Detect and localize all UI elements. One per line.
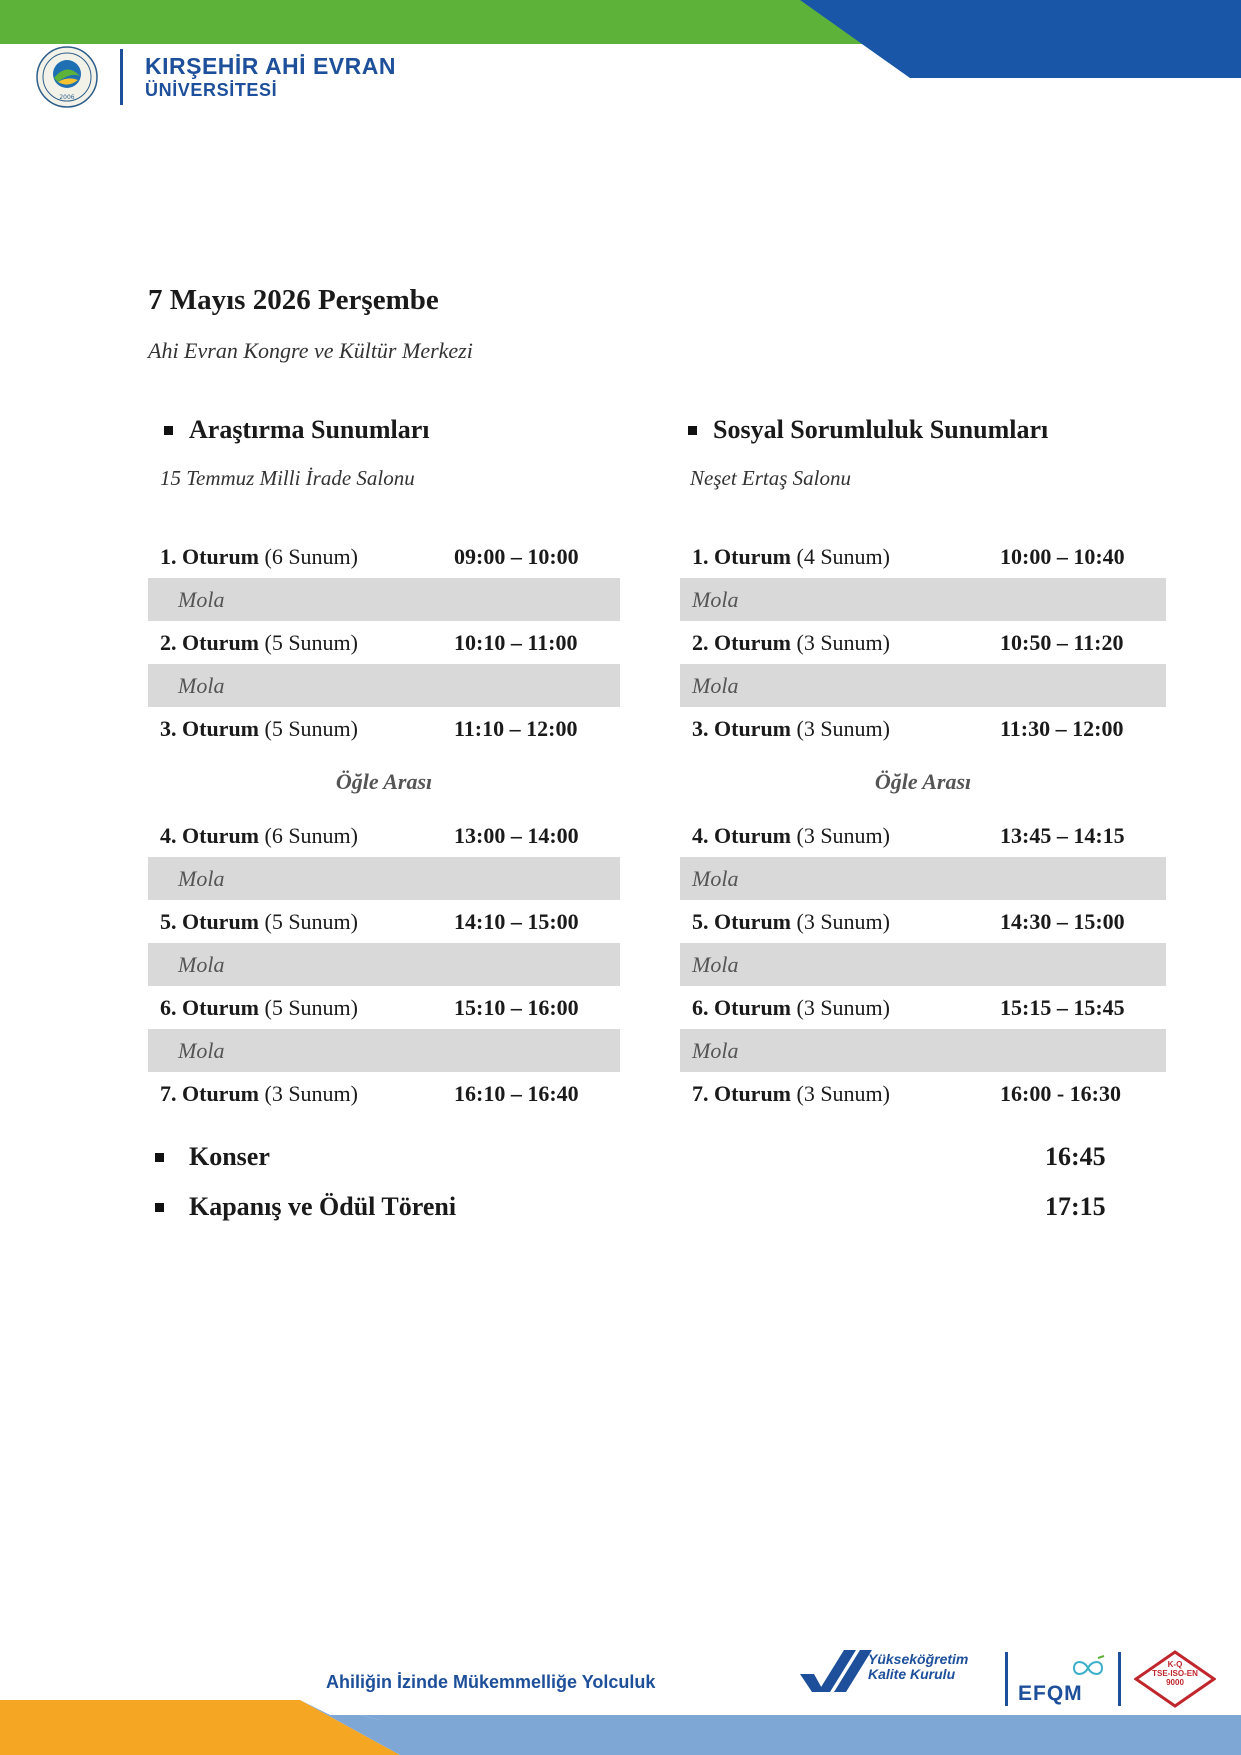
efqm-logo: EFQM <box>1018 1682 1083 1705</box>
break-row: Mola <box>680 578 1166 621</box>
section-title: Sosyal Sorumluluk Sunumları <box>713 415 1049 444</box>
break-row: Mola <box>680 1029 1166 1072</box>
session-time: 16:10 – 16:40 <box>454 1080 579 1106</box>
section-heading <box>148 412 620 448</box>
session-label: 4. Oturum <box>160 822 259 848</box>
session-time: 15:15 – 15:45 <box>1000 994 1125 1020</box>
session-count: (3 Sunum) <box>264 1080 358 1106</box>
session-label: 1. Oturum <box>160 543 259 569</box>
break-row: Mola <box>148 578 620 621</box>
break-row: Mola <box>680 857 1166 900</box>
closing-label: Konser <box>189 1142 270 1171</box>
university-logo <box>36 46 396 108</box>
session-row <box>148 986 620 1029</box>
session-row <box>680 535 1166 578</box>
break-row: Mola <box>148 943 620 986</box>
tse-line3: 9000 <box>1166 1678 1184 1688</box>
session-label: 6. Oturum <box>160 994 259 1020</box>
session-time: 16:00 - 16:30 <box>1000 1080 1121 1106</box>
lunch-break: Öğle Arası <box>335 769 433 794</box>
tse-iso-badge-text <box>1134 1660 1216 1688</box>
break-row: Mola <box>148 664 620 707</box>
square-bullet-icon <box>688 426 697 435</box>
session-count: (6 Sunum) <box>264 822 358 848</box>
session-label: 2. Oturum <box>160 629 259 655</box>
tse-line2: TSE-ISO-EN <box>1152 1669 1198 1679</box>
session-label: 7. Oturum <box>160 1080 259 1106</box>
session-list <box>680 535 1166 1115</box>
lunch-break: Öğle Arası <box>874 769 972 794</box>
session-time: 14:30 – 15:00 <box>1000 908 1125 934</box>
session-count: (5 Sunum) <box>264 908 358 934</box>
session-row <box>148 1072 620 1115</box>
session-count: (3 Sunum) <box>796 1080 890 1106</box>
hall-name: 15 Temmuz Milli İrade Salonu <box>160 466 415 490</box>
session-row <box>680 621 1166 664</box>
session-time: 10:00 – 10:40 <box>1000 543 1125 569</box>
session-label: 4. Oturum <box>692 822 791 848</box>
square-bullet-icon <box>164 426 173 435</box>
session-label: 6. Oturum <box>692 994 791 1020</box>
session-row <box>148 814 620 857</box>
svg-text:2006: 2006 <box>59 94 75 101</box>
session-row <box>148 707 620 750</box>
university-seal-icon <box>36 46 98 108</box>
session-time: 11:10 – 12:00 <box>454 715 578 741</box>
session-count: (4 Sunum) <box>796 543 890 569</box>
session-time: 10:50 – 11:20 <box>1000 629 1124 655</box>
session-count: (5 Sunum) <box>264 994 358 1020</box>
university-name-line1: KIRŞEHİR AHİ EVRAN <box>145 53 396 80</box>
session-row <box>148 535 620 578</box>
session-count: (3 Sunum) <box>796 908 890 934</box>
session-count: (5 Sunum) <box>264 629 358 655</box>
break-row: Mola <box>148 1029 620 1072</box>
session-count: (5 Sunum) <box>264 715 358 741</box>
session-count: (3 Sunum) <box>796 822 890 848</box>
university-name-line2: ÜNİVERSİTESİ <box>145 79 278 100</box>
break-row: Mola <box>680 664 1166 707</box>
session-row <box>680 1072 1166 1115</box>
section-title: Araştırma Sunumları <box>189 415 430 444</box>
venue-subtitle: Ahi Evran Kongre ve Kültür Merkezi <box>148 338 473 363</box>
efqm-infinity-icon <box>1068 1654 1108 1682</box>
session-count: (6 Sunum) <box>264 543 358 569</box>
session-row <box>148 621 620 664</box>
square-bullet-icon <box>155 1203 164 1212</box>
session-label: 5. Oturum <box>160 908 259 934</box>
session-label: 3. Oturum <box>160 715 259 741</box>
session-label: 7. Oturum <box>692 1080 791 1106</box>
social-responsibility-schedule <box>680 412 1166 1115</box>
yok-line2: Kalite Kurulu <box>868 1666 956 1683</box>
square-bullet-icon <box>155 1153 164 1162</box>
session-time: 15:10 – 16:00 <box>454 994 579 1020</box>
session-time: 10:10 – 11:00 <box>454 629 578 655</box>
hall-name: Neşet Ertaş Salonu <box>690 466 851 490</box>
university-name <box>145 53 396 100</box>
footer-divider <box>1118 1652 1121 1706</box>
session-label: 3. Oturum <box>692 715 791 741</box>
session-time: 13:45 – 14:15 <box>1000 822 1125 848</box>
logo-divider <box>120 49 123 105</box>
concert-item <box>155 1142 1115 1172</box>
yok-kalite-text <box>868 1652 968 1683</box>
footer-divider <box>1005 1652 1008 1706</box>
session-list <box>148 535 620 1115</box>
session-time: 11:30 – 12:00 <box>1000 715 1124 741</box>
session-count: (3 Sunum) <box>796 715 890 741</box>
tse-line1: K-Q <box>1167 1660 1183 1669</box>
footer-slogan: Ahiliğin İzinde Mükemmelliğe Yolculuk <box>326 1672 656 1692</box>
session-label: 5. Oturum <box>692 908 791 934</box>
session-label: 1. Oturum <box>692 543 791 569</box>
research-schedule <box>148 412 620 1115</box>
session-count: (3 Sunum) <box>796 629 890 655</box>
ceremony-item <box>155 1192 1115 1222</box>
break-row: Mola <box>148 857 620 900</box>
session-row <box>680 814 1166 857</box>
session-time: 13:00 – 14:00 <box>454 822 579 848</box>
session-count: (3 Sunum) <box>796 994 890 1020</box>
session-row <box>680 707 1166 750</box>
closing-label: Kapanış ve Ödül Töreni <box>189 1192 457 1221</box>
session-row <box>680 900 1166 943</box>
yok-line1: Yükseköğretim <box>868 1651 969 1667</box>
closing-time: 17:15 <box>1045 1192 1106 1221</box>
break-row: Mola <box>680 943 1166 986</box>
session-row <box>148 900 620 943</box>
closing-time: 16:45 <box>1045 1142 1106 1171</box>
page-title: 7 Mayıs 2026 Perşembe <box>148 284 439 316</box>
session-row <box>680 986 1166 1029</box>
session-time: 14:10 – 15:00 <box>454 908 579 934</box>
section-heading <box>680 412 1166 448</box>
session-time: 09:00 – 10:00 <box>454 543 579 569</box>
session-label: 2. Oturum <box>692 629 791 655</box>
